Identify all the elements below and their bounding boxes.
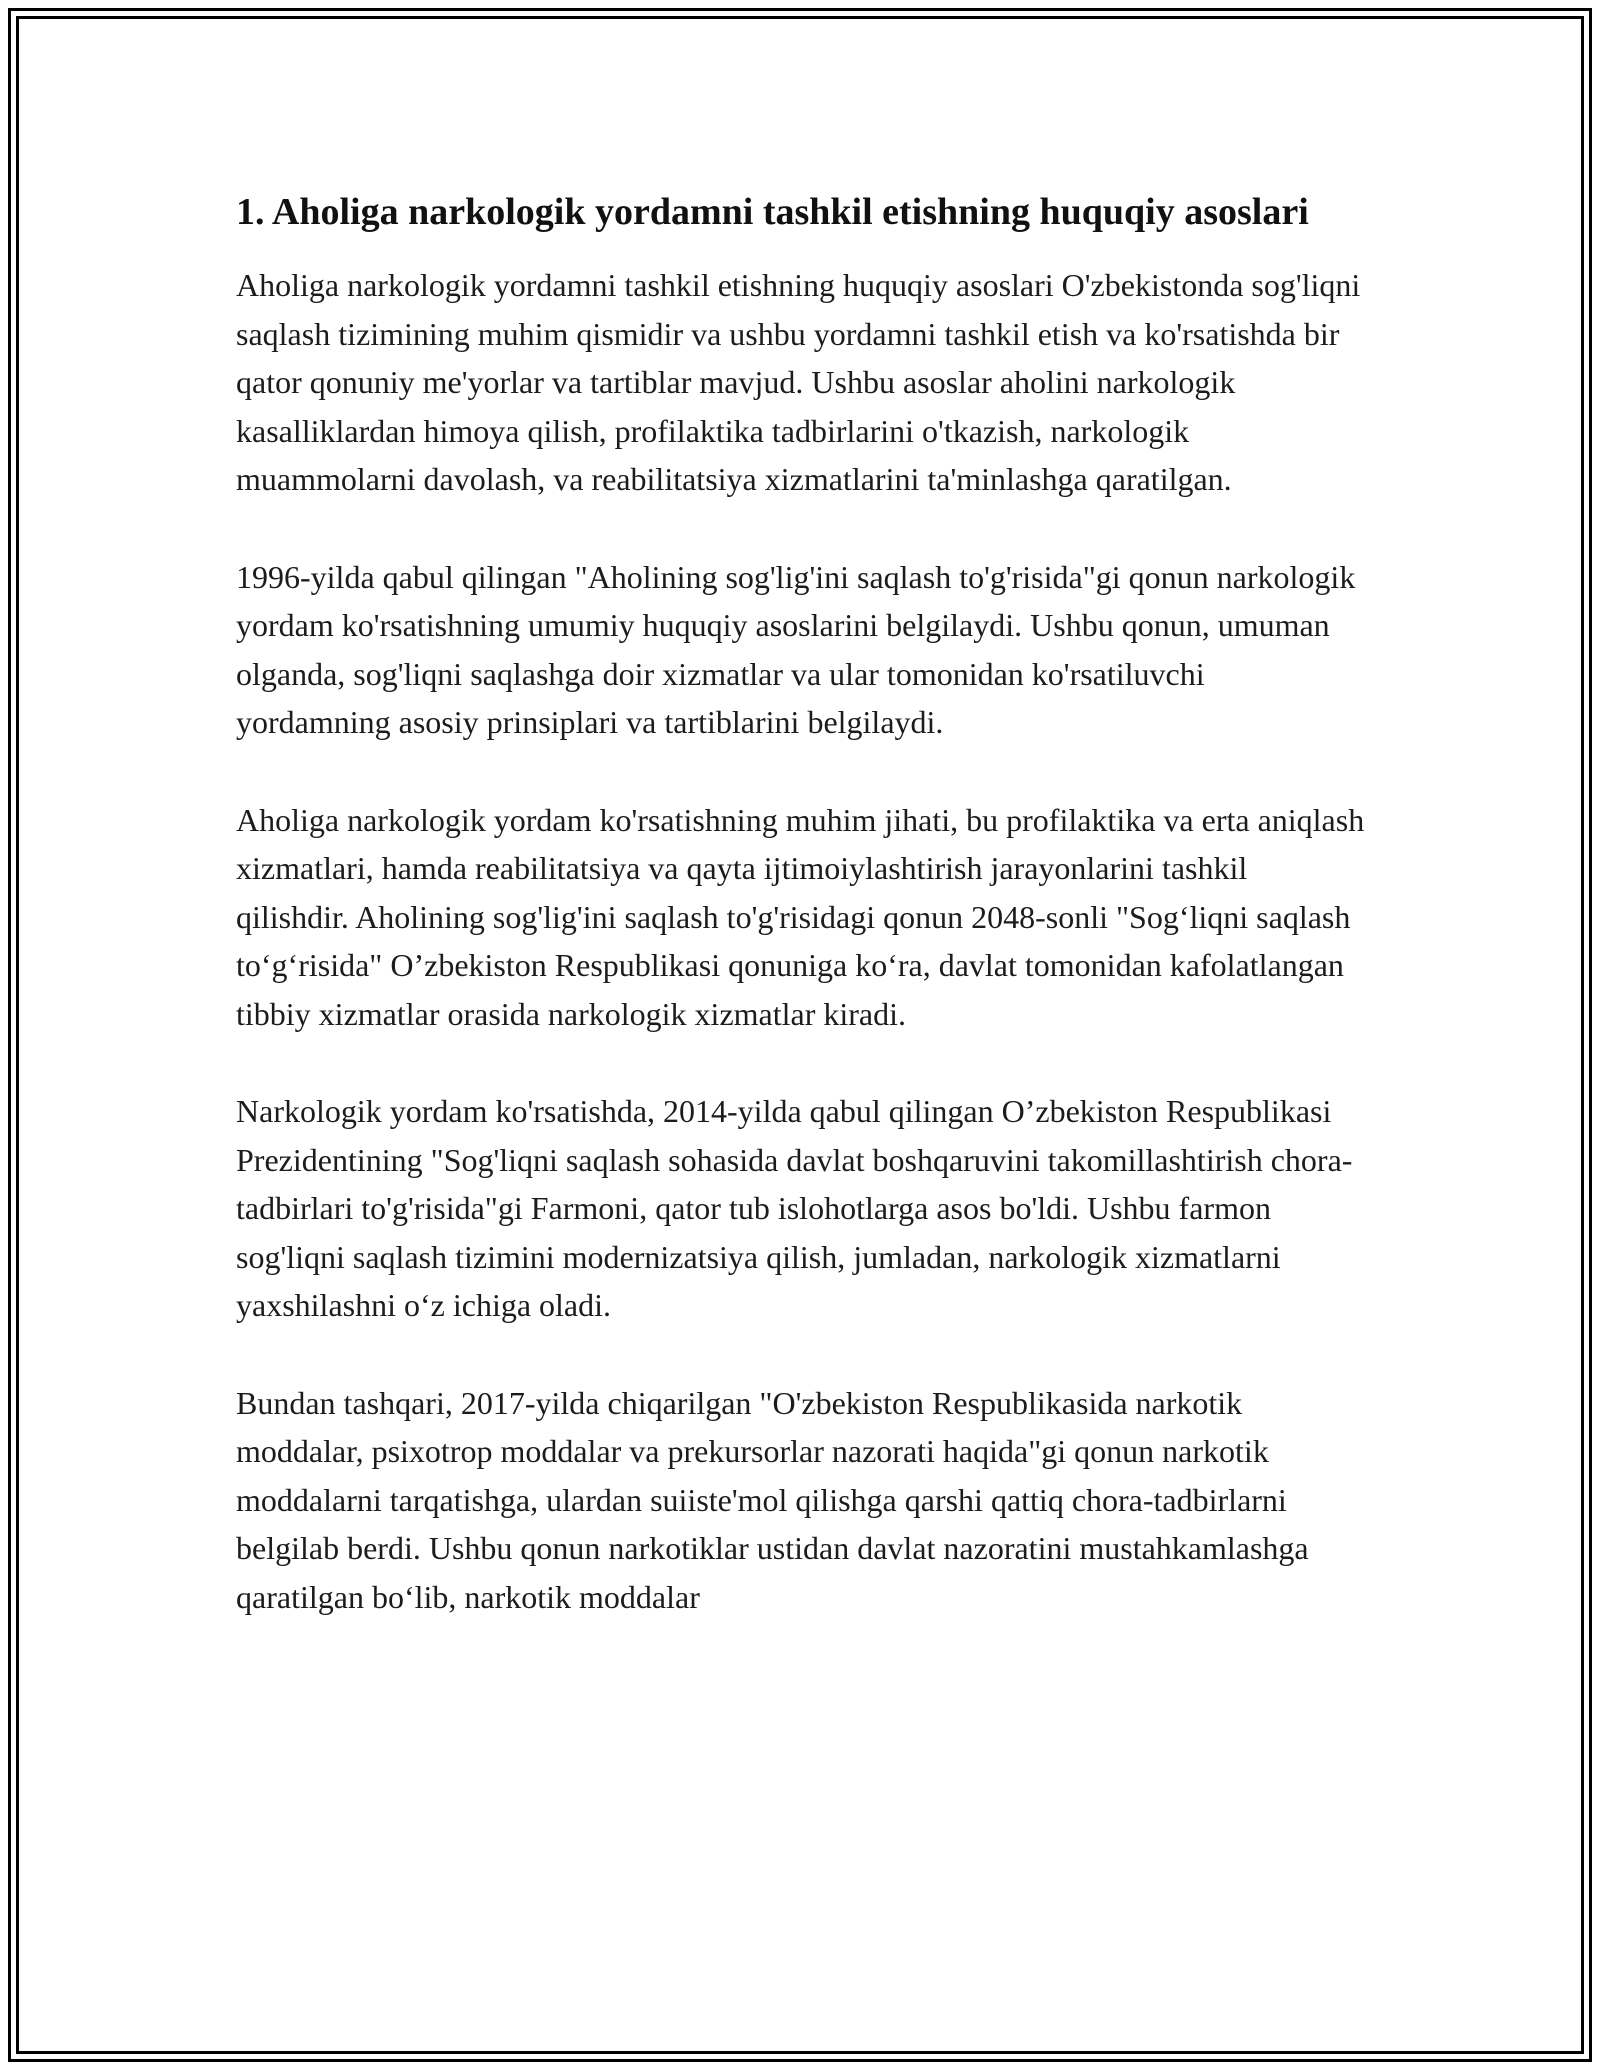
section-heading: 1. Aholiga narkologik yordamni tashkil etishning huquqiy asoslari: [236, 191, 1309, 233]
paragraph-1: Aholiga narkologik yordamni tashkil etishning huquqiy asoslari O'zbekistonda sog'liqni saqlash tizimining muhim qismidir va ushbu yordamni tashkil etish va ko'rsatishda bir qator qonuniy me'yorlar va tartiblar mavjud. Ushbu asoslar aholini narkologik kasalliklardan himoya qilish, profilaktika tadbirlarini o'tkazish, narkologik muammolarni davolash, va reabilitatsiya xizmatlarini ta'minlashga qaratilgan.: [236, 267, 1361, 497]
document-body: [236, 185, 1366, 1621]
paragraph-4: Narkologik yordam ko'rsatishda, 2014-yilda qabul qilingan O’zbekiston Respublikasi Prezidentining "Sog'liqni saqlash sohasida davlat boshqaruvini takomillashtirish chora-tadbirlari to'g'risida"gi Farmoni, qator tub islohotlarga asos bo'ldi. Ushbu farmon sog'liqni saqlash tizimini modernizatsiya qilish, jumladan, narkologik xizmatlarni yaxshilashni o‘z ichiga oladi.: [236, 1093, 1353, 1323]
paragraph-5: Bundan tashqari, 2017-yilda chiqarilgan "O'zbekiston Respublikasida narkotik moddalar, psixotrop moddalar va prekursorlar nazorati haqida"gi qonun narkotik moddalarni tarqatishga, ulardan suiiste'mol qilishga qarshi qattiq chora-tadbirlarni belgilab berdi. Ushbu qonun narkotiklar ustidan davlat nazoratini mustahkamlashga qaratilgan bo‘lib, narkotik moddalar: [236, 1384, 1309, 1615]
paragraph-3: Aholiga narkologik yordam ko'rsatishning muhim jihati, bu profilaktika va erta aniqlash xizmatlari, hamda reabilitatsiya va qayta ijtimoiylashtirish jarayonlarini tashkil qilishdir. Aholining sog'lig'ini saqlash to'g'risidagi qonun 2048-sonli "Sog‘liqni saqlash to‘g‘risida" O’zbekiston Respublikasi qonuniga ko‘ra, davlat tomonidan kafolatlangan tibbiy xizmatlar orasida narkologik xizmatlar kiradi.: [236, 801, 1365, 1032]
paragraph-2: 1996-yilda qabul qilingan "Aholining sog'lig'ini saqlash to'g'risida"gi qonun narkologik yordam ko'rsatishning umumiy huquqiy asoslarini belgilaydi. Ushbu qonun, umuman olganda, sog'liqni saqlashga doir xizmatlar va ular tomonidan ko'rsatiluvchi yordamning asosiy prinsiplari va tartiblarini belgilaydi.: [236, 558, 1356, 740]
